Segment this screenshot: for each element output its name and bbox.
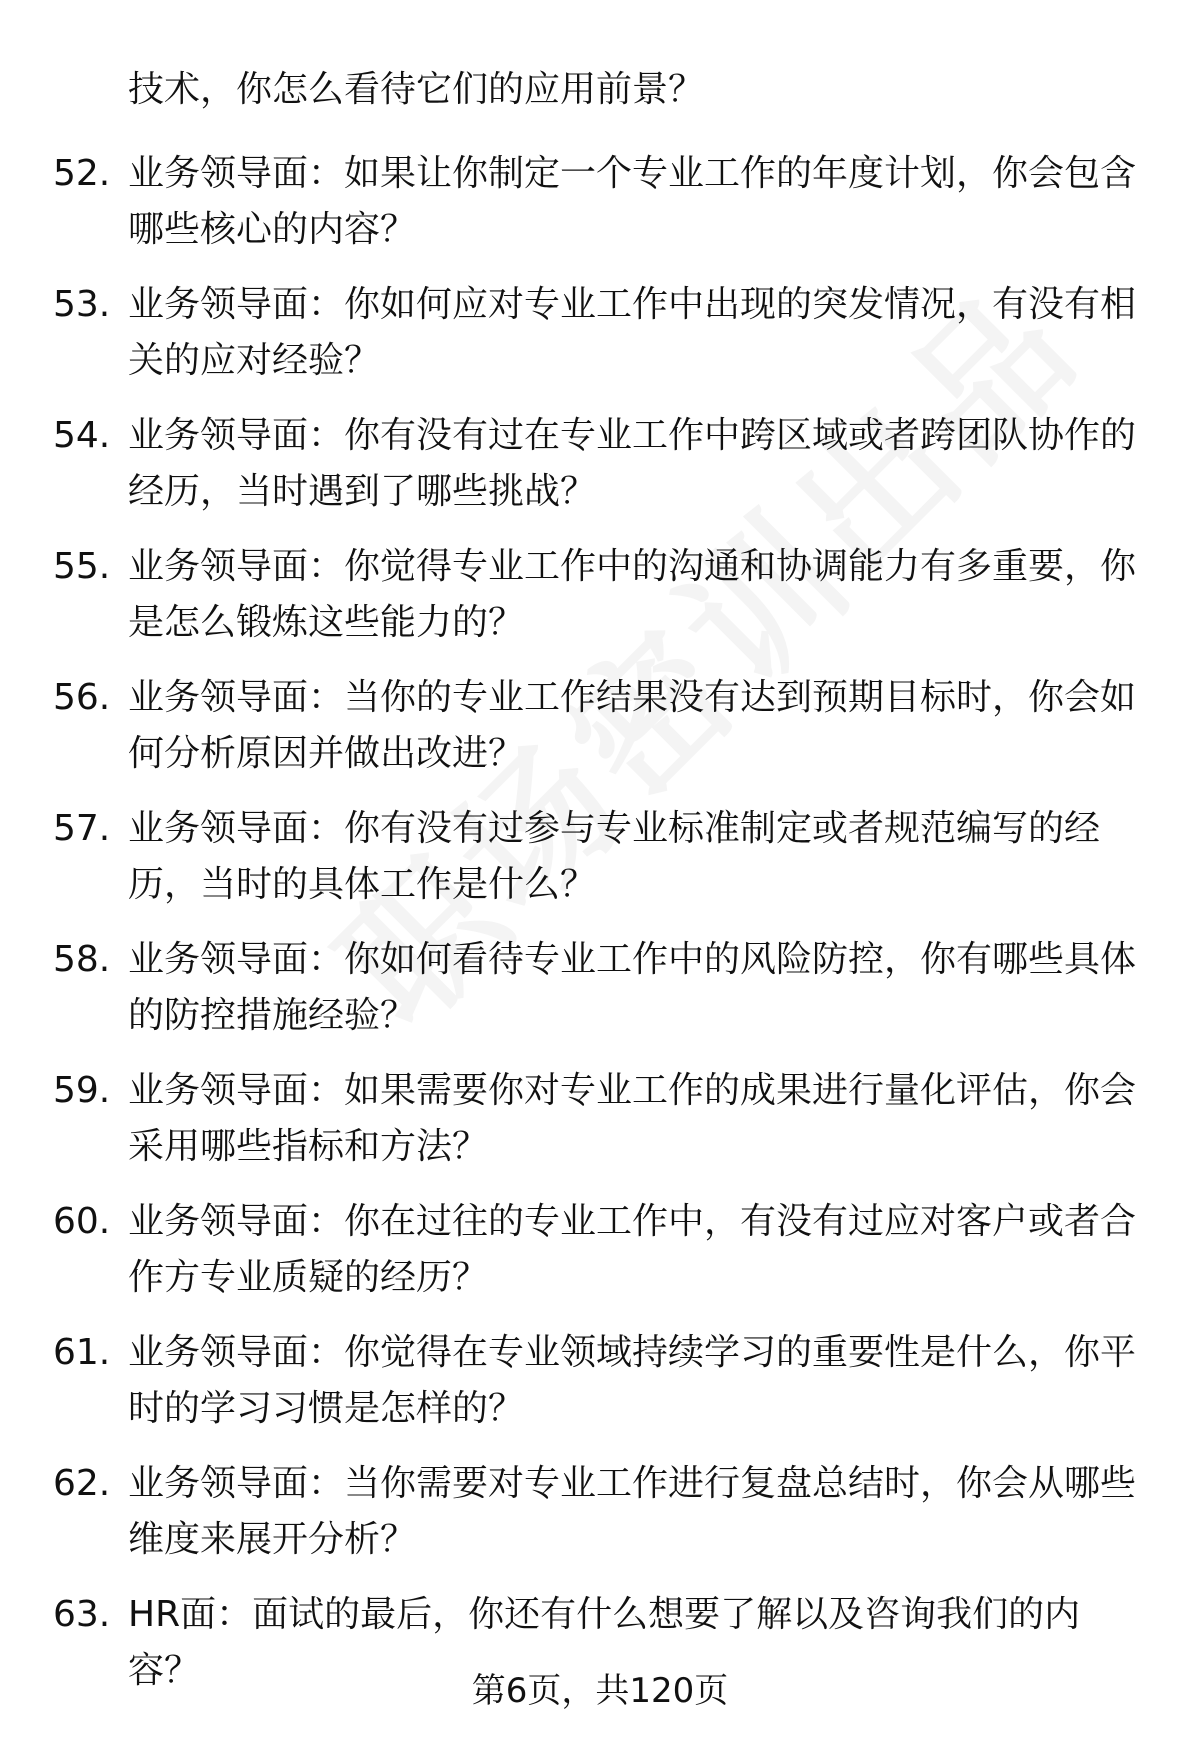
question-number: 62. [53,1463,111,1504]
question-number: 60. [53,1201,111,1242]
question-item [0,539,1200,670]
question-number: 61. [53,1332,111,1373]
question-number: 52. [53,153,111,194]
continuation-text: 技术，你怎么看待它们的应用前景？ [128,69,705,110]
page-footer: 第6页，共120页 [471,1671,729,1711]
question-item [0,801,1200,932]
question-number: 56. [53,677,111,718]
question-item [0,408,1200,539]
question-text: 业务领导面：你在过往的专业工作中，有没有过应对客户或者合作方专业质疑的经历？ [128,1201,1137,1298]
question-text: 业务领导面：如果让你制定一个专业工作的年度计划，你会包含哪些核心的内容？ [128,153,1137,250]
question-number: 55. [53,546,111,587]
question-text: 业务领导面：当你需要对专业工作进行复盘总结时，你会从哪些维度来展开分析？ [128,1463,1137,1560]
question-number: 53. [53,284,111,325]
question-text: 业务领导面：你觉得在专业领域持续学习的重要性是什么，你平时的学习习惯是怎样的？ [128,1332,1137,1429]
question-number: 57. [53,808,111,849]
question-text: 业务领导面：你觉得专业工作中的沟通和协调能力有多重要，你是怎么锻炼这些能力的？ [128,546,1137,643]
question-text: 业务领导面：你有没有过参与专业标准制定或者规范编写的经历，当时的具体工作是什么？ [128,808,1101,905]
question-number: 59. [53,1070,111,1111]
question-text: HR面：面试的最后，你还有什么想要了解以及咨询我们的内容？ [128,1594,1081,1691]
question-text: 业务领导面：你有没有过在专业工作中跨区域或者跨团队协作的经历，当时遇到了哪些挑战？ [128,415,1137,512]
question-item [0,1194,1200,1325]
question-text: 业务领导面：如果需要你对专业工作的成果进行量化评估，你会采用哪些指标和方法？ [128,1070,1137,1167]
question-item [0,670,1200,801]
question-item [0,277,1200,408]
question-item [0,932,1200,1063]
question-list [0,146,1200,1718]
question-item [0,1456,1200,1587]
question-item [0,1325,1200,1456]
question-item [0,146,1200,277]
question-number: 54. [53,415,111,456]
question-number: 58. [53,939,111,980]
question-text: 业务领导面：当你的专业工作结果没有达到预期目标时，你会如何分析原因并做出改进？ [128,677,1137,774]
question-text: 业务领导面：你如何看待专业工作中的风险防控，你有哪些具体的防控措施经验？ [128,939,1137,1036]
question-text: 业务领导面：你如何应对专业工作中出现的突发情况，有没有相关的应对经验？ [128,284,1137,381]
question-number: 63. [53,1594,111,1635]
question-item [0,1063,1200,1194]
